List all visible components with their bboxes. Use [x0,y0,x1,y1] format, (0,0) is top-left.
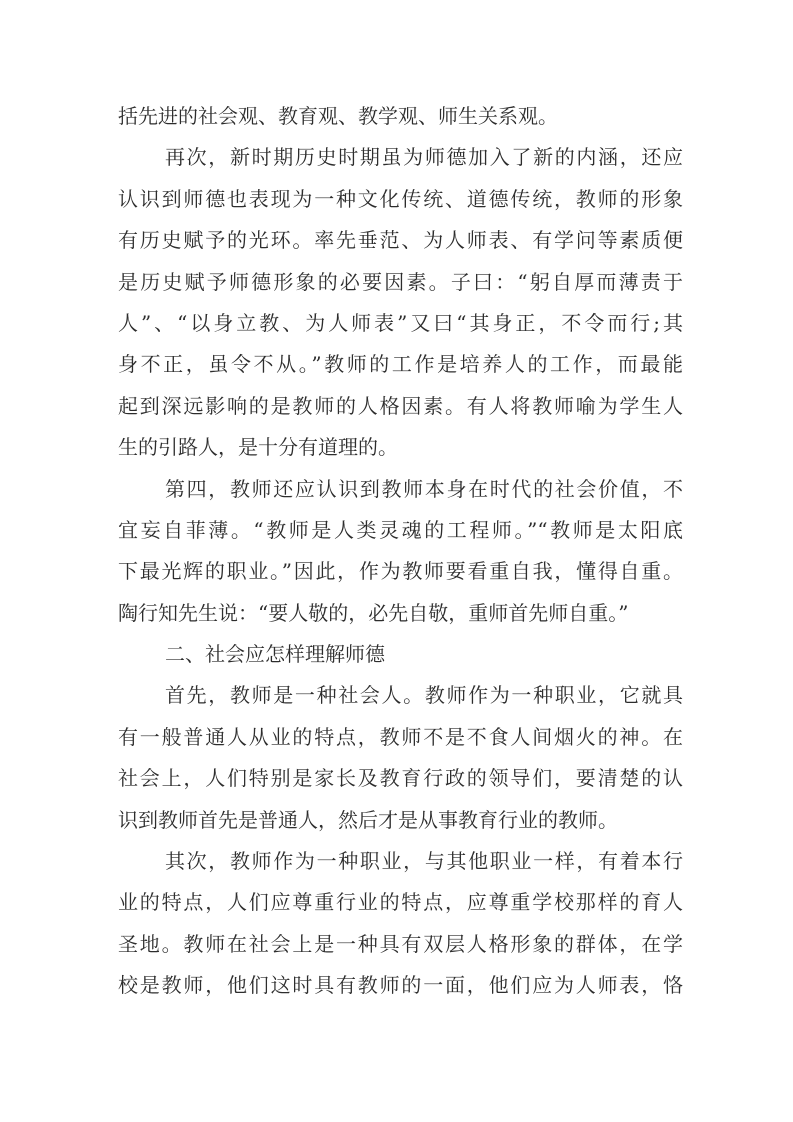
text-line: 生的引路人，是十分有道理的。 [118,435,398,460]
text-line: 其次，教师作为一种职业，与其他职业一样，有着本行 [165,849,683,874]
text-line: 圣地。教师在社会上是一种具有双层人格形象的群体，在学 [118,931,683,956]
text-line: 业的特点，人们应尊重行业的特点，应尊重学校那样的育人 [118,890,683,915]
section-heading [118,634,683,675]
text-line: 识到教师首先是普通人，然后才是从事教育行业的教师。 [118,807,618,832]
paragraph [118,675,683,841]
text-line: 校是教师，他们这时具有教师的一面，他们应为人师表，恪 [118,973,683,998]
text-line: 认识到师德也表现为一种文化传统、道德传统，教师的形象 [118,186,683,211]
text-line: 下最光辉的职业。”因此，作为教师要看重自我，懂得自重。 [118,559,683,584]
paragraph [118,96,683,137]
paragraph [118,137,683,468]
text-line: 二、社会应怎样理解师德 [165,642,385,667]
text-line: 人”、“以身立教、为人师表”又曰“其身正，不令而行;其 [118,310,683,335]
paragraph [118,469,683,635]
text-line: 有一般普通人从业的特点，教师不是不食人间烟火的神。在 [118,724,683,749]
text-line: 起到深远影响的是教师的人格因素。有人将教师喻为学生人 [118,393,683,418]
text-line: 有历史赋予的光环。率先垂范、为人师表、有学问等素质便 [118,228,683,253]
text-line: 宜妄自菲薄。“教师是人类灵魂的工程师。”“教师是太阳底 [118,517,683,542]
document-text [118,96,683,1007]
text-line: 社会上，人们特别是家长及教育行政的领导们，要清楚的认 [118,766,683,791]
text-line: 括先进的社会观、教育观、教学观、师生关系观。 [118,104,558,128]
text-line: 是历史赋予师德形象的必要因素。子曰：“躬自厚而薄责于 [118,269,683,294]
text-line: 陶行知先生说：“要人敬的，必先自敬，重师首先师自重。” [118,600,629,625]
text-line: 身不正，虽令不从。”教师的工作是培养人的工作，而最能 [118,352,683,377]
paragraph [118,841,683,1007]
text-line: 再次，新时期历史时期虽为师德加入了新的内涵，还应 [165,145,683,170]
text-line: 首先，教师是一种社会人。教师作为一种职业，它就具 [165,683,683,708]
text-line: 第四，教师还应认识到教师本身在时代的社会价值，不 [165,476,683,501]
